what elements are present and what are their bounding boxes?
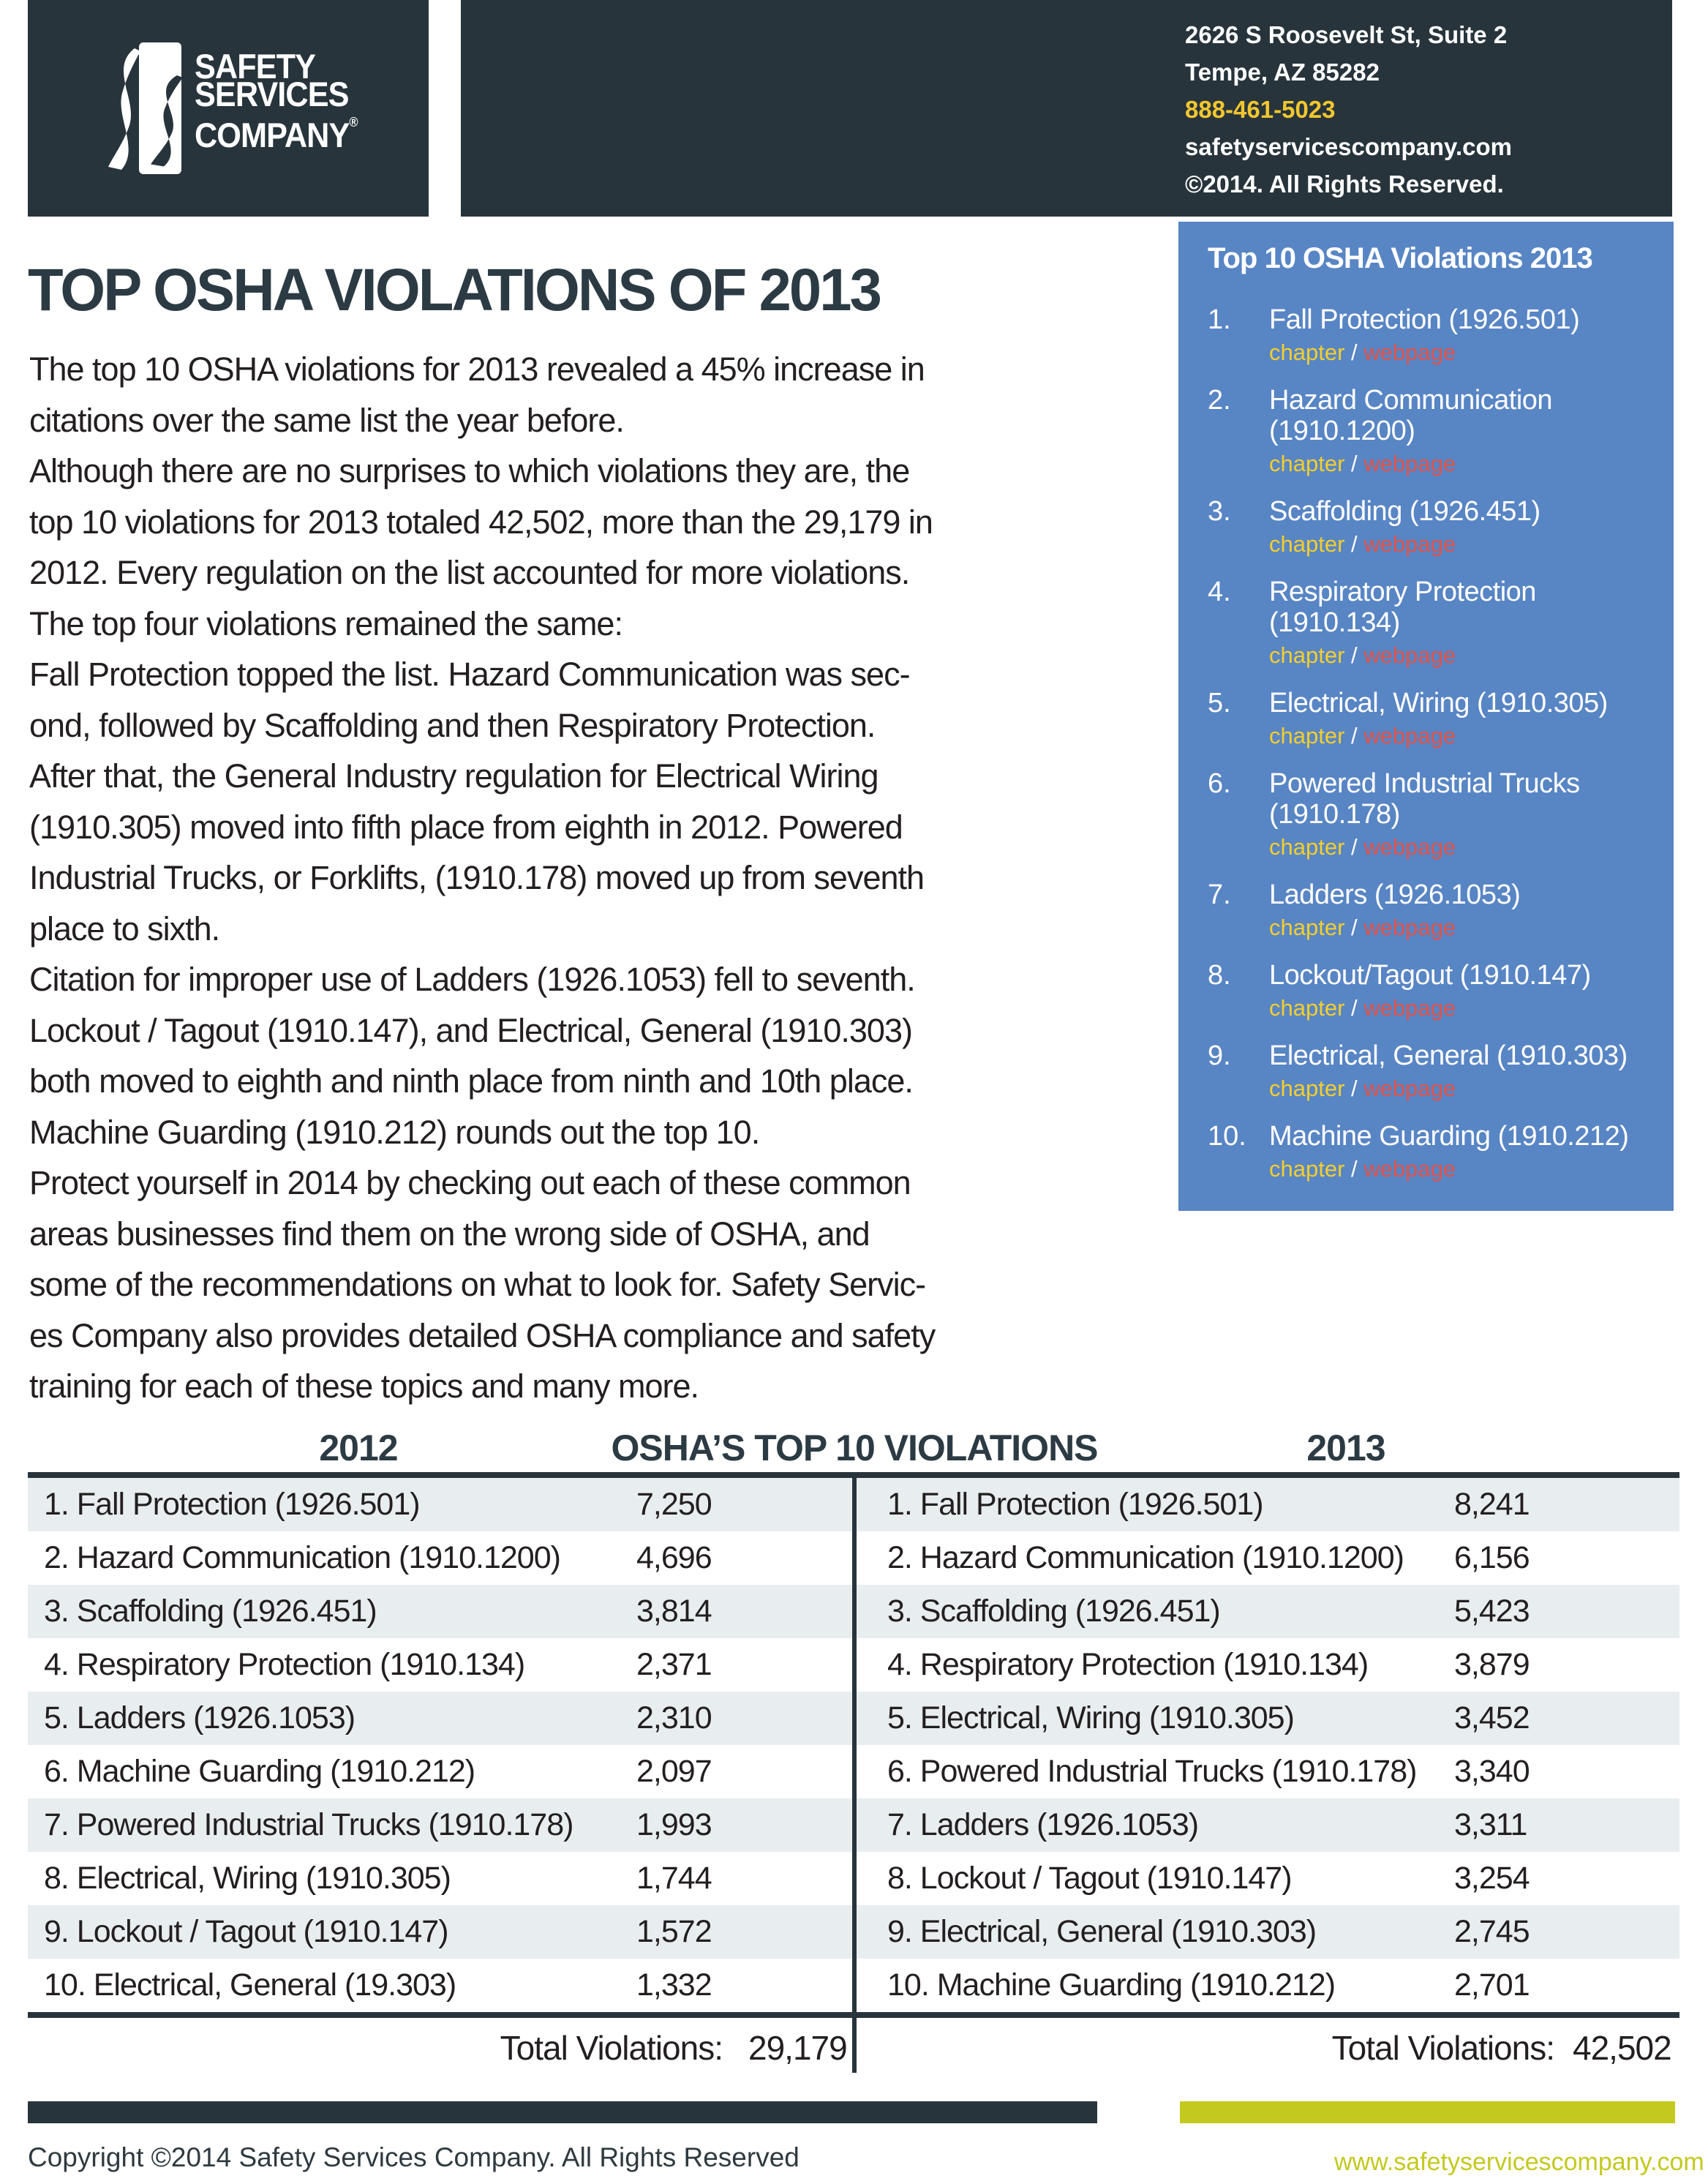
link-separator: / [1344, 723, 1364, 748]
row-label: 6. Powered Industrial Trucks (1910.178) [887, 1754, 1417, 1789]
body-line: areas businesses find them on the wrong side of OSHA, and [29, 1215, 870, 1253]
item-text: Electrical, Wiring (1910.305) [1269, 688, 1608, 718]
row-value: 1,993 [636, 1807, 712, 1842]
body-line: place to sixth. [29, 909, 220, 947]
body-line: After that, the General Industry regulation for Electrical Wiring [29, 757, 879, 795]
sidebar-item-9 [1208, 1040, 1652, 1101]
contact-phone: 888-461-5023 [1185, 96, 1336, 123]
total-value-2013: 42,502 [1573, 2029, 1671, 2067]
footer-copyright: Copyright ©2014 Safety Services Company. All Rights Reserved [28, 2142, 800, 2172]
item-text: Powered Industrial Trucks [1269, 768, 1580, 799]
contact-info [1185, 16, 1512, 203]
row-value: 5,423 [1454, 1594, 1530, 1629]
row-label: 8. Lockout / Tagout (1910.147) [887, 1861, 1292, 1896]
row-label: 4. Respiratory Protection (1910.134) [44, 1647, 525, 1682]
row-value: 4,696 [636, 1540, 712, 1575]
row-label: 5. Electrical, Wiring (1910.305) [887, 1700, 1294, 1735]
link-separator: / [1344, 834, 1364, 860]
item-number: 10. [1208, 1121, 1246, 1152]
total-label-2013: Total Violations: [1331, 2029, 1554, 2067]
item-number: 7. [1208, 879, 1231, 910]
logo-block [28, 0, 429, 217]
row-value: 3,340 [1454, 1754, 1530, 1789]
logo-line1: SAFETY [195, 47, 316, 86]
footer-dark-bar [28, 2101, 1097, 2123]
chapter-link[interactable]: chapter [1269, 642, 1345, 668]
link-separator: / [1344, 339, 1364, 365]
item-text: Machine Guarding (1910.212) [1269, 1121, 1629, 1152]
table-center-divider [852, 1478, 857, 2073]
row-value: 6,156 [1454, 1540, 1530, 1575]
item-number: 6. [1208, 768, 1231, 799]
row-value: 7,250 [636, 1487, 712, 1522]
row-label: 1. Fall Protection (1926.501) [887, 1487, 1263, 1522]
body-line: both moved to eighth and ninth place from ninth and 10th place. [29, 1062, 913, 1100]
body-line: training for each of these topics and many more. [29, 1367, 699, 1405]
item-text-2: (1910.1200) [1269, 416, 1415, 446]
body-line: Industrial Trucks, or Forklifts, (1910.178) moved up from seventh [29, 859, 925, 896]
row-value: 3,311 [1454, 1807, 1527, 1842]
row-label: 3. Scaffolding (1926.451) [887, 1594, 1220, 1629]
row-value: 8,241 [1454, 1487, 1530, 1522]
sidebar-item-8 [1208, 960, 1652, 1021]
row-label: 10. Electrical, General (19.303) [44, 1967, 456, 2003]
row-value: 2,371 [636, 1647, 712, 1682]
row-value: 1,332 [636, 1967, 712, 2003]
row-value: 2,701 [1454, 1967, 1530, 2003]
body-line: Citation for improper use of Ladders (1926.1053) fell to seventh. [29, 961, 915, 998]
footer-website-link[interactable]: www.safetyservicescompany.com [1334, 2148, 1704, 2176]
body-line: citations over the same list the year before. [29, 401, 624, 439]
body-line: top 10 violations for 2013 totaled 42,502, more than the 29,179 in [29, 503, 933, 541]
row-value: 2,310 [636, 1700, 712, 1735]
sidebar-item-1 [1208, 304, 1652, 365]
webpage-link[interactable]: webpage [1363, 531, 1456, 557]
webpage-link[interactable]: webpage [1363, 995, 1456, 1021]
row-label: 8. Electrical, Wiring (1910.305) [44, 1861, 451, 1896]
item-number: 4. [1208, 577, 1231, 607]
logo-line3: COMPANY [195, 116, 350, 154]
row-value: 1,572 [636, 1914, 712, 1949]
body-line: (1910.305) moved into fifth place from eighth in 2012. Powered [29, 808, 903, 846]
logo-monogram-s1-icon [102, 45, 142, 170]
row-label: 1. Fall Protection (1926.501) [44, 1487, 420, 1522]
chapter-link[interactable]: chapter [1269, 339, 1345, 365]
webpage-link[interactable]: webpage [1363, 1156, 1456, 1182]
body-line: Lockout / Tagout (1910.147), and Electrical, General (1910.303) [29, 1011, 912, 1049]
contact-website-link[interactable]: safetyservicescompany.com [1185, 133, 1512, 160]
item-text-2: (1910.178) [1269, 799, 1400, 830]
row-value: 3,254 [1454, 1861, 1530, 1896]
sidebar-item-7 [1208, 879, 1652, 940]
item-number: 1. [1208, 304, 1231, 335]
sidebar-item-6 [1208, 768, 1652, 860]
logo-line2: SERVICES [195, 75, 349, 113]
chapter-link[interactable]: chapter [1269, 451, 1345, 476]
item-number: 9. [1208, 1040, 1231, 1071]
row-value: 3,452 [1454, 1700, 1530, 1735]
column-header-2012: 2012 [319, 1427, 398, 1468]
table-top-rule [28, 1472, 1679, 1478]
item-text: Ladders (1926.1053) [1269, 879, 1521, 910]
contact-address-line1: 2626 S Roosevelt St, Suite 2 [1185, 21, 1508, 48]
row-label: 6. Machine Guarding (1910.212) [44, 1754, 475, 1789]
link-separator: / [1344, 915, 1364, 940]
chapter-link[interactable]: chapter [1269, 1156, 1345, 1182]
chapter-link[interactable]: chapter [1269, 915, 1345, 940]
article-body [29, 344, 1148, 1412]
item-text: Respiratory Protection [1269, 577, 1536, 607]
item-text: Fall Protection (1926.501) [1269, 304, 1580, 335]
row-value: 1,744 [636, 1861, 712, 1896]
item-number: 5. [1208, 688, 1231, 718]
item-text: Electrical, General (1910.303) [1269, 1040, 1628, 1071]
row-value: 3,814 [636, 1594, 712, 1629]
body-line: 2012. Every regulation on the list accounted for more violations. [29, 554, 910, 591]
link-separator: / [1344, 1156, 1364, 1182]
body-line: Fall Protection topped the list. Hazard Communication was sec- [29, 656, 910, 693]
contact-copyright: ©2014. All Rights Reserved. [1185, 170, 1504, 198]
webpage-link[interactable]: webpage [1363, 451, 1456, 476]
page-title: TOP OSHA VIOLATIONS OF 2013 [28, 257, 880, 323]
footer-yellow-bar [1180, 2101, 1675, 2123]
sidebar-item-2 [1208, 385, 1652, 476]
link-separator: / [1344, 642, 1364, 668]
webpage-link[interactable]: webpage [1363, 1076, 1456, 1101]
row-label: 2. Hazard Communication (1910.1200) [44, 1540, 560, 1575]
row-label: 5. Ladders (1926.1053) [44, 1700, 355, 1735]
contact-address-line2: Tempe, AZ 85282 [1185, 59, 1380, 86]
column-header-2013: 2013 [1306, 1427, 1385, 1468]
row-label: 9. Lockout / Tagout (1910.147) [44, 1914, 448, 1949]
webpage-link[interactable]: webpage [1363, 834, 1456, 860]
row-value: 2,745 [1454, 1914, 1530, 1949]
body-line: es Company also provides detailed OSHA compliance and safety [29, 1316, 936, 1354]
sidebar-item-5 [1208, 688, 1652, 748]
company-logo [28, 0, 429, 217]
link-separator: / [1344, 1076, 1364, 1101]
row-label: 3. Scaffolding (1926.451) [44, 1594, 377, 1629]
body-line: Protect yourself in 2014 by checking out each of these common [29, 1164, 911, 1201]
webpage-link[interactable]: webpage [1363, 642, 1456, 668]
row-label: 9. Electrical, General (1910.303) [887, 1914, 1317, 1949]
total-label-2012: Total Violations: [500, 2029, 723, 2067]
body-line: Machine Guarding (1910.212) rounds out the top 10. [29, 1113, 760, 1151]
item-text-2: (1910.134) [1269, 607, 1400, 638]
row-label: 10. Machine Guarding (1910.212) [887, 1967, 1336, 2003]
sidebar-item-10 [1208, 1121, 1652, 1182]
row-label: 2. Hazard Communication (1910.1200) [887, 1540, 1404, 1575]
total-value-2012: 29,179 [748, 2029, 847, 2067]
table-header [28, 1427, 1679, 1472]
sidebar-heading: Top 10 OSHA Violations 2013 [1208, 242, 1592, 274]
webpage-link[interactable]: webpage [1363, 339, 1456, 365]
body-line: some of the recommendations on what to look for. Safety Servic- [29, 1266, 926, 1303]
item-number: 3. [1208, 496, 1231, 527]
contact-block [461, 0, 1672, 217]
item-text: Hazard Communication [1269, 385, 1553, 416]
sidebar-item-4 [1208, 577, 1652, 668]
item-text: Lockout/Tagout (1910.147) [1269, 960, 1591, 991]
body-line: Although there are no surprises to which violations they are, the [29, 452, 910, 489]
row-label: 7. Ladders (1926.1053) [887, 1807, 1199, 1842]
top10-sidebar [1178, 222, 1674, 1211]
registered-mark: ® [349, 115, 358, 130]
link-separator: / [1344, 451, 1364, 476]
row-value: 3,879 [1454, 1647, 1530, 1682]
chapter-link[interactable]: chapter [1269, 834, 1345, 860]
chapter-link[interactable]: chapter [1269, 531, 1345, 557]
body-line: ond, followed by Scaffolding and then Respiratory Protection. [29, 706, 876, 744]
item-number: 2. [1208, 385, 1231, 416]
link-separator: / [1344, 995, 1364, 1021]
sidebar-item-3 [1208, 496, 1652, 557]
body-line: The top four violations remained the same: [29, 604, 622, 642]
link-separator: / [1344, 531, 1364, 557]
logo-monogram-s2-icon [145, 13, 184, 196]
item-text: Scaffolding (1926.451) [1269, 496, 1540, 527]
chapter-link[interactable]: chapter [1269, 723, 1345, 748]
chapter-link[interactable]: chapter [1269, 995, 1345, 1021]
webpage-link[interactable]: webpage [1363, 723, 1456, 748]
item-number: 8. [1208, 960, 1231, 991]
violations-table [28, 1427, 1679, 2078]
table-title: OSHA’S TOP 10 VIOLATIONS [611, 1427, 1098, 1468]
row-value: 2,097 [636, 1754, 712, 1789]
row-label: 4. Respiratory Protection (1910.134) [887, 1647, 1369, 1682]
logo-wordmark [195, 47, 358, 154]
webpage-link[interactable]: webpage [1363, 915, 1456, 940]
body-line: The top 10 OSHA violations for 2013 revealed a 45% increase in [29, 350, 925, 388]
chapter-link[interactable]: chapter [1269, 1076, 1345, 1101]
row-label: 7. Powered Industrial Trucks (1910.178) [44, 1807, 573, 1842]
